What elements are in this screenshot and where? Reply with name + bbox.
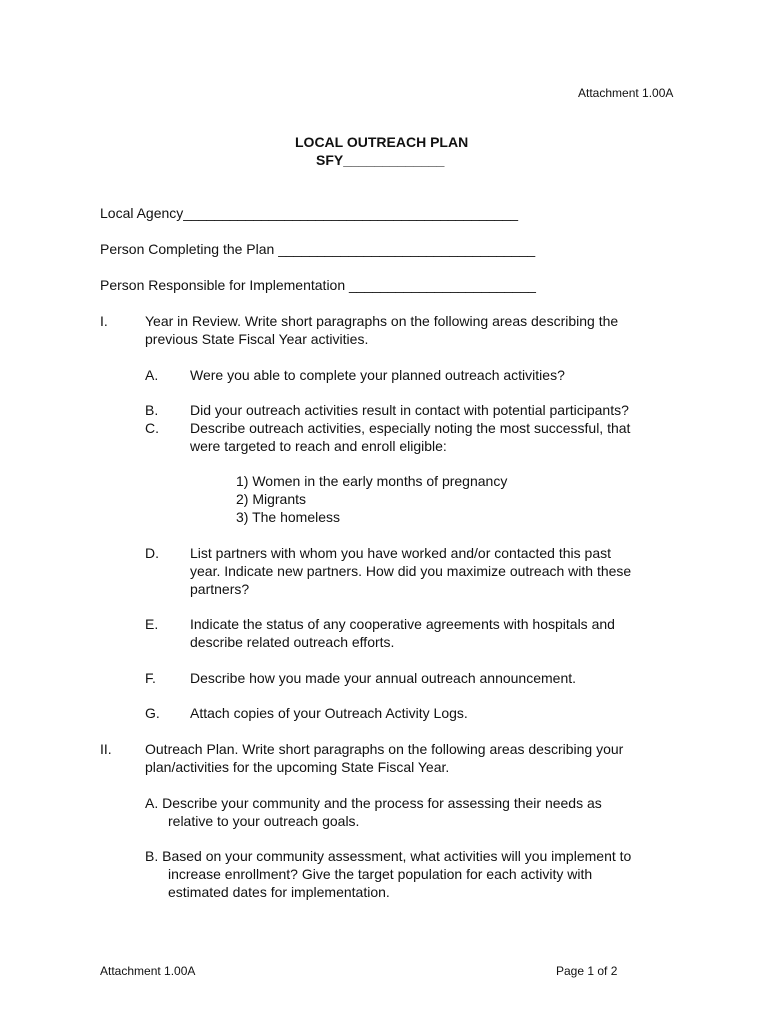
- sub-item-3: 3) The homeless: [236, 509, 341, 525]
- item-d-label: D.: [145, 545, 159, 561]
- item-d-line3: partners?: [190, 581, 250, 597]
- section2-item-b-line3: estimated dates for implementation.: [168, 884, 390, 900]
- item-b-text: Did your outreach activities result in contact with potential participants?: [190, 402, 629, 418]
- item-c-line2: were targeted to reach and enroll eligible:: [190, 438, 447, 454]
- section2-item-b-line2: increase enrollment? Give the target population for each activity with: [168, 866, 593, 882]
- item-a-label: A.: [145, 367, 159, 383]
- item-d-line1: List partners with whom you have worked and/or contacted this past: [190, 545, 611, 561]
- item-c-label: C.: [145, 420, 159, 436]
- item-g-label: G.: [145, 705, 160, 721]
- item-c-line1: Describe outreach activities, especially noting the most successful, that: [190, 420, 631, 436]
- sub-item-2: 2) Migrants: [236, 491, 307, 507]
- item-a-text: Were you able to complete your planned outreach activities?: [190, 367, 565, 383]
- header-attachment: Attachment 1.00A: [578, 86, 674, 100]
- item-e-line2: describe related outreach efforts.: [190, 634, 395, 650]
- sub-item-1: 1) Women in the early months of pregnancy: [236, 473, 508, 489]
- item-f-text: Describe how you made your annual outreach announcement.: [190, 670, 577, 686]
- footer-attachment: Attachment 1.00A: [100, 964, 196, 978]
- section2-intro-line1: Outreach Plan. Write short paragraphs on the following areas describing your: [145, 741, 624, 757]
- item-f-label: F.: [145, 670, 156, 686]
- item-e-label: E.: [145, 616, 159, 632]
- section2-numeral: II.: [100, 741, 112, 757]
- section1-intro-line2: previous State Fiscal Year activities.: [145, 331, 369, 347]
- page-title: LOCAL OUTREACH PLAN: [295, 134, 469, 150]
- item-e-line1: Indicate the status of any cooperative agreements with hospitals and: [190, 616, 615, 632]
- item-b-label: B.: [145, 402, 159, 418]
- sfy-line: SFY_____________: [316, 152, 445, 168]
- local-agency-field: Local Agency___________________________________________: [100, 205, 519, 221]
- section2-intro-line2: plan/activities for the upcoming State Fiscal Year.: [145, 759, 450, 775]
- section2-item-a-line2: relative to your outreach goals.: [168, 813, 360, 829]
- footer-page-number: Page 1 of 2: [556, 964, 618, 978]
- item-d-line2: year. Indicate new partners. How did you maximize outreach with these: [190, 563, 632, 579]
- person-completing-field: Person Completing the Plan _________________________________: [100, 241, 536, 257]
- section2-item-b-line1: B. Based on your community assessment, what activities will you implement to: [145, 848, 632, 864]
- section2-item-a-line1: A. Describe your community and the process for assessing their needs as: [145, 795, 602, 811]
- section1-numeral: I.: [100, 313, 108, 329]
- section1-intro-line1: Year in Review. Write short paragraphs on the following areas describing the: [145, 313, 619, 329]
- item-g-text: Attach copies of your Outreach Activity Logs.: [190, 705, 468, 721]
- person-responsible-field: Person Responsible for Implementation ________________________: [100, 277, 536, 293]
